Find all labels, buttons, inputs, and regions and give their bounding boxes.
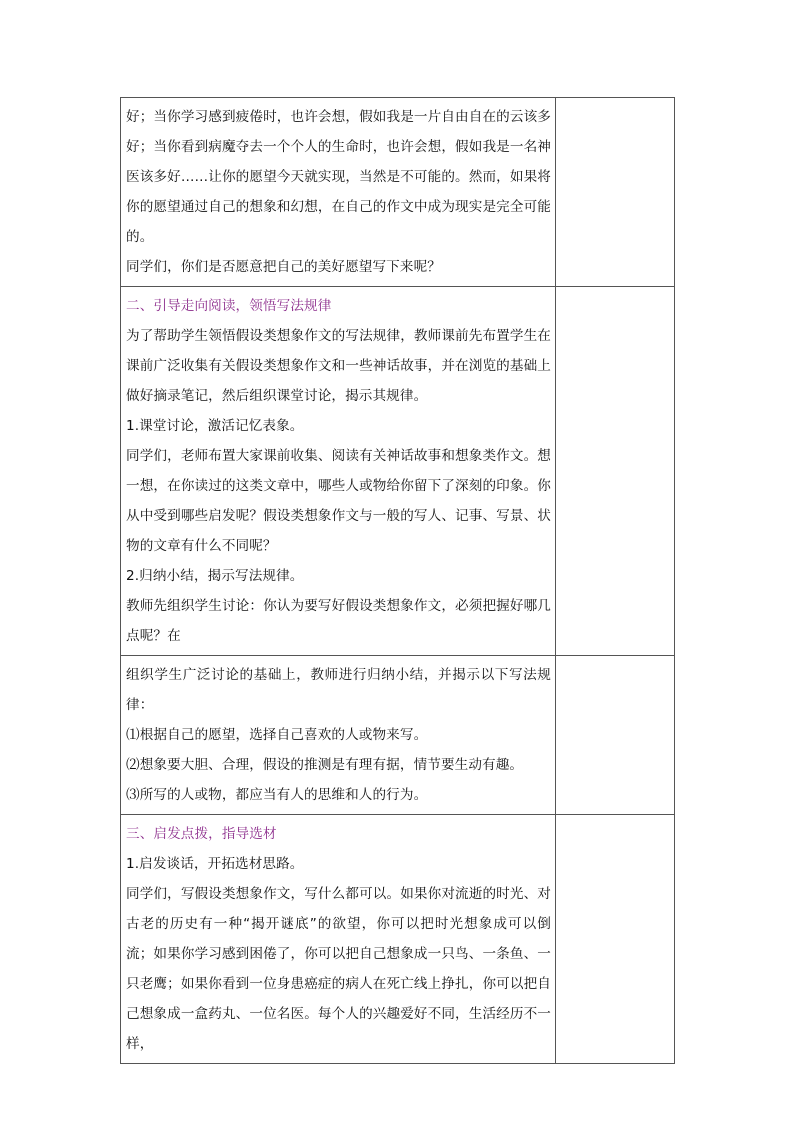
paragraph: 同学们，老师布置大家课前收集、阅读有关神话故事和想象类作文。想一想，在你读过的这类文章中，哪些人或物给你留下了深刻的印象。你从中受到哪些启发呢？假设类想象作文与一般的写人、记事、写景、状物的文章有什么不同呢？ xyxy=(126,448,551,554)
paragraph: 1.启发谈话，开拓选材思路。 xyxy=(126,856,304,872)
section-heading: 二、引导走向阅读，领悟写法规律 xyxy=(126,298,332,314)
paragraph: 同学们，你们是否愿意把自己的美好愿望写下来呢？ xyxy=(126,259,441,275)
table-row xyxy=(121,287,675,656)
table-row xyxy=(121,656,675,815)
content-cell xyxy=(121,98,556,287)
notes-cell xyxy=(556,98,675,287)
notes-cell xyxy=(556,815,675,1064)
list-item: ⑵想象要大胆、合理，假设的推测是有理有据，情节要生动有趣。 xyxy=(126,757,524,773)
paragraph: 1.课堂讨论，激活记忆表象。 xyxy=(126,418,304,434)
section-heading: 三、启发点拨，指导选材 xyxy=(126,826,277,842)
paragraph: 组织学生广泛讨论的基础上，教师进行归纳小结，并揭示以下写法规律： xyxy=(126,667,551,713)
paragraph: 为了帮助学生领悟假设类想象作文的写法规律，教师课前先布置学生在课前广泛收集有关假设类想象作文和一些神话故事，并在浏览的基础上做好摘录笔记，然后组织课堂讨论，揭示其规律。 xyxy=(126,328,551,404)
paragraph: 教师先组织学生讨论：你认为要写好假设类想象作文，必须把握好哪几点呢？在 xyxy=(126,598,551,644)
paragraph: 2.归纳小结，揭示写法规律。 xyxy=(126,568,304,584)
paragraph: 好；当你学习感到疲倦时，也许会想，假如我是一片自由自在的云该多好；当你看到病魔夺去一个个人的生命时，也许会想，假如我是一名神医该多好……让你的愿望今天就实现，当然是不可能的。然而，如果将你的愿望通过自己的想象和幻想，在自己的作文中成为现实是完全可能的。 xyxy=(126,109,551,245)
content-cell xyxy=(121,815,556,1064)
content-cell xyxy=(121,287,556,656)
table-row xyxy=(121,98,675,287)
notes-cell xyxy=(556,287,675,656)
list-item: ⑶所写的人或物，都应当有人的思维和人的行为。 xyxy=(126,787,428,803)
content-cell xyxy=(121,656,556,815)
paragraph: 同学们，写假设类想象作文，写什么都可以。如果你对流逝的时光、对古老的历史有一种“揭开谜底”的欲望，你可以把时光想象成可以倒流；如果你学习感到困倦了，你可以把自己想象成一只鸟、一条鱼、一只老鹰；如果你看到一位身患癌症的病人在死亡线上挣扎，你可以把自己想象成一盒药丸、一位名医。每个人的兴趣爱好不同，生活经历不一样， xyxy=(126,886,551,1052)
list-item: ⑴根据自己的愿望，选择自己喜欢的人或物来写。 xyxy=(126,727,428,743)
lesson-plan-table xyxy=(120,97,675,1064)
notes-cell xyxy=(556,656,675,815)
table-row xyxy=(121,815,675,1064)
